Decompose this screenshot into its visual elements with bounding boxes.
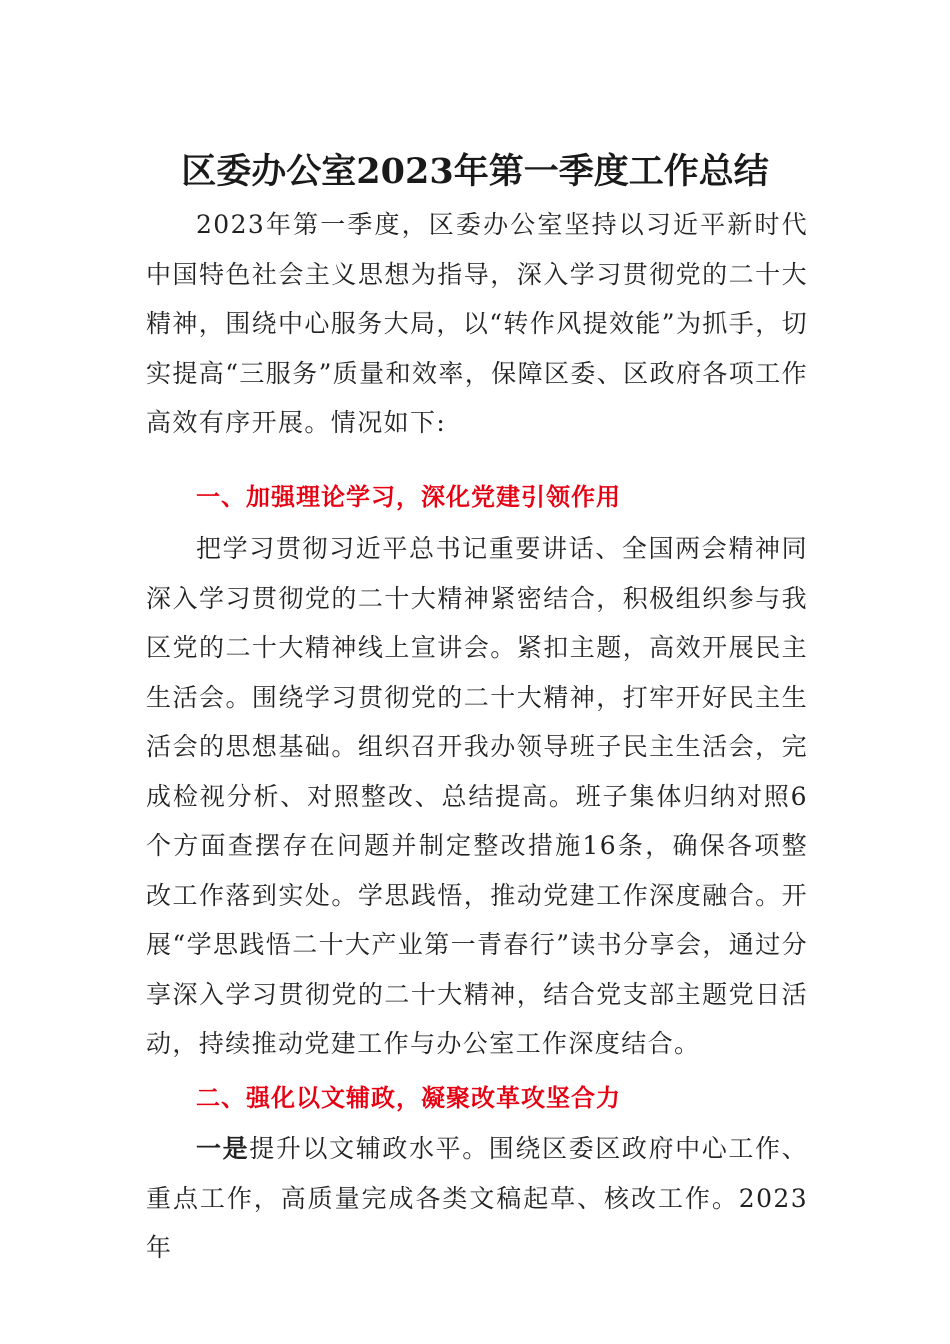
paragraph-lead-label: 一是 xyxy=(196,1134,250,1163)
section-heading-1: 一、加强理论学习，深化党建引领作用 xyxy=(196,483,621,511)
intro-paragraph: 2023年第一季度，区委办公室坚持以习近平新时代中国特色社会主义思想为指导，深入学习贯彻党的二十大精神，围绕中心服务大局，以“转作风提效能”为抓手，切实提高“三服务”质量和效率，保障区委、区政府各项工作高效有序开展。情况如下: xyxy=(146,210,808,437)
section-paragraph-2 xyxy=(146,1124,808,1273)
paragraph-text: 提升以文辅政水平。围绕区委区政府中心工作、重点工作，高质量完成各类文稿起草、核改工作。2023年 xyxy=(146,1134,808,1262)
section-heading-2: 二、强化以文辅政，凝聚改革攻坚合力 xyxy=(196,1084,621,1112)
section-paragraph-1: 把学习贯彻习近平总书记重要讲话、全国两会精神同深入学习贯彻党的二十大精神紧密结合，积极组织参与我区党的二十大精神线上宣讲会。紧扣主题，高效开展民主生活会。围绕学习贯彻党的二十大精神，打牢开好民主生活会的思想基础。组织召开我办领导班子民主生活会，完成检视分析、对照整改、总结提高。班子集体归纳对照6个方面查摆存在问题并制定整改措施16条，确保各项整改工作落到实处。学思践悟，推动党建工作深度融合。开展“学思践悟二十大产业第一青春行”读书分享会，通过分享深入学习贯彻党的二十大精神，结合党支部主题党日活动，持续推动党建工作与办公室工作深度结合。 xyxy=(146,534,808,1058)
document-title: 区委办公室2023年第一季度工作总结 xyxy=(181,151,769,192)
